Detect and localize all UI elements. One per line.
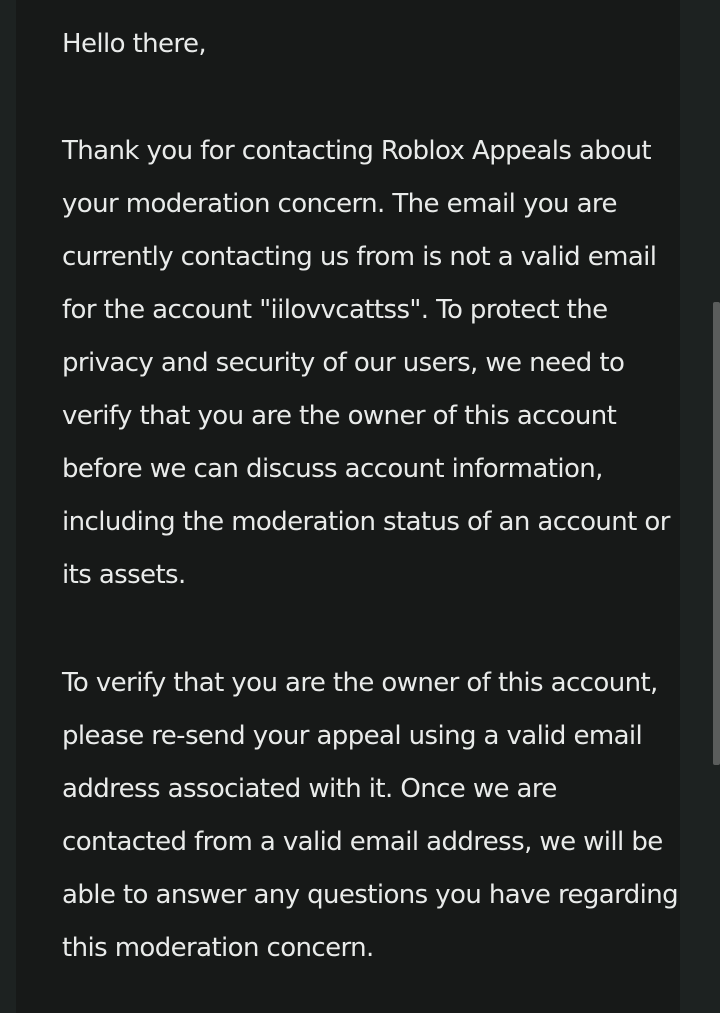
email-body [16,0,680,1013]
scrollbar-thumb[interactable] [713,302,720,765]
email-paragraph-1: Thank you for contacting Roblox Appeals about your moderation concern. The email you are currently contacting us from is not a valid email for the account "iilovvcattss". To protect the privacy and security of our users, we need to verify that you are the owner of this account before we can discuss account information, including the moderation status of an account or its assets. [62,136,670,590]
email-paragraph-2: To verify that you are the owner of this account, please re-send your appeal using a valid email address associated with it. Once we are contacted from a valid email address, we will be able to answer any questions you have regarding this moderation concern. [62,668,679,963]
left-margin [0,0,16,1013]
email-greeting: Hello there, [62,29,207,59]
